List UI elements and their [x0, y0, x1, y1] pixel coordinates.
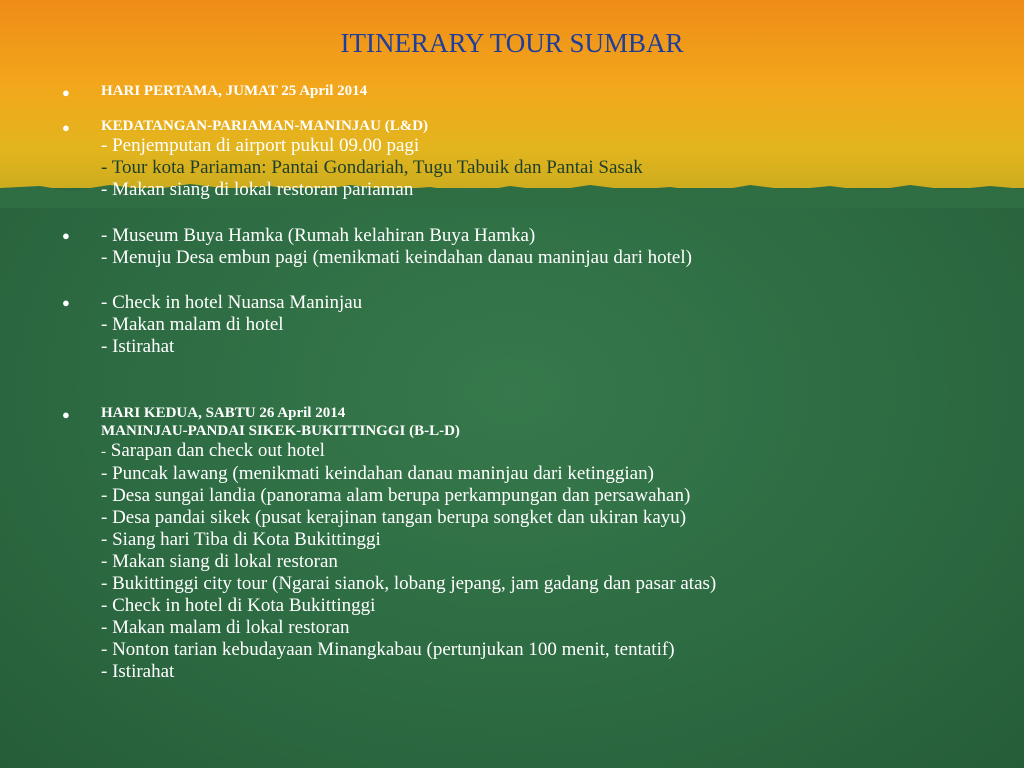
bullet-icon: ● [62, 120, 70, 135]
bullet-icon: ● [62, 295, 70, 310]
day2-line: - Desa pandai sikek (pusat kerajinan tangan berupa songket dan ukiran kayu) [101, 507, 687, 528]
list-item-day1-heading [62, 82, 1002, 100]
itinerary-list [62, 78, 1002, 683]
day1-line: - Check in hotel Nuansa Maninjau [101, 292, 363, 313]
day2-line: - Istirahat [101, 661, 175, 682]
day2-line: - Nonton tarian kebudayaan Minangkabau (pertunjukan 100 menit, tentatif) [101, 639, 675, 660]
day1-line: - Makan malam di hotel [101, 314, 284, 335]
bullet-icon: ● [62, 407, 70, 422]
bullet-icon: ● [62, 228, 70, 243]
day1-line: - Penjemputan di airport pukul 09.00 pagi [101, 135, 420, 156]
day2-line: - Puncak lawang (menikmati keindahan danau maninjau dari ketinggian) [101, 463, 654, 484]
list-item-day1-hotel [62, 292, 1002, 358]
day1-line: - Istirahat [101, 336, 175, 357]
day2-line: - Desa sungai landia (panorama alam berupa perkampungan dan persawahan) [101, 485, 691, 506]
day1-line: - Makan siang di lokal restoran pariaman [101, 179, 414, 200]
day1-route: KEDATANGAN-PARIAMAN-MANINJAU (L&D) [101, 118, 429, 134]
list-item-day1-route [62, 117, 1002, 201]
bullet-icon: ● [62, 85, 70, 100]
list-item-day1-museum [62, 225, 1002, 269]
slide-title: ITINERARY TOUR SUMBAR [340, 28, 684, 58]
day2-line: - Check in hotel di Kota Bukittinggi [101, 595, 376, 616]
day2-line-first [101, 440, 1002, 463]
day1-line: - Tour kota Pariaman: Pantai Gondariah, Tugu Tabuik dan Pantai Sasak [101, 157, 643, 178]
day2-first-text: Sarapan dan check out hotel [106, 440, 325, 461]
day2-heading: HARI KEDUA, SABTU 26 April 2014 [101, 405, 346, 421]
day2-line: - Makan siang di lokal restoran [101, 551, 338, 572]
day2-line: - Siang hari Tiba di Kota Bukittinggi [101, 529, 381, 550]
day2-route: MANINJAU-PANDAI SIKEK-BUKITTINGGI (B-L-D) [101, 423, 460, 439]
day2-first-dash: - [101, 444, 106, 460]
list-item-day2 [62, 404, 1002, 683]
day1-line: - Museum Buya Hamka (Rumah kelahiran Buya Hamka) [101, 225, 536, 246]
day2-line: - Bukittinggi city tour (Ngarai sianok, lobang jepang, jam gadang dan pasar atas) [101, 573, 717, 594]
day2-line: - Makan malam di lokal restoran [101, 617, 350, 638]
day1-heading: HARI PERTAMA, JUMAT 25 April 2014 [101, 83, 368, 99]
day1-line: - Menuju Desa embun pagi (menikmati keindahan danau maninjau dari hotel) [101, 247, 692, 268]
